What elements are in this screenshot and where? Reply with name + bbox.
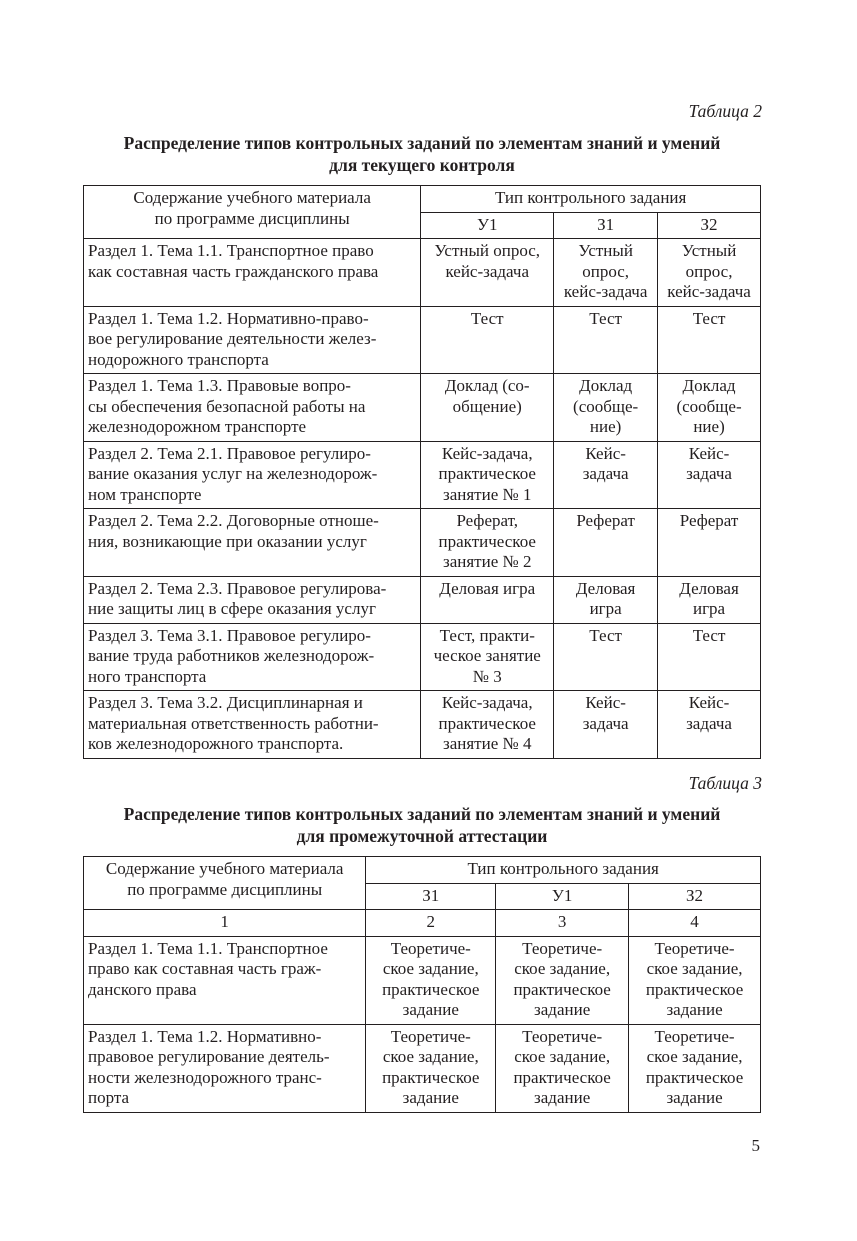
- table-3: [83, 856, 761, 1113]
- task-cell: [658, 374, 761, 442]
- cell-text-line: практическое: [513, 1067, 611, 1087]
- task-cell: [554, 441, 658, 509]
- cell-text-line: ние): [589, 417, 622, 436]
- cell-text-line: порта: [88, 1088, 130, 1107]
- table-2-title: [83, 132, 761, 176]
- cell-text-line: Раздел 3. Тема 3.1. Правовое регулиро-: [88, 625, 371, 645]
- task-type-header-cell: Тип контрольного задания: [366, 857, 761, 884]
- column-header: З1: [554, 212, 658, 239]
- cell-text-line: Тест: [470, 308, 504, 328]
- cell-text-line: материальная ответственность работни-: [88, 713, 379, 733]
- table-row: [84, 623, 761, 691]
- task-cell: [421, 239, 554, 307]
- cell-text-line: ческое занятие: [433, 646, 541, 665]
- cell-text-line: ном транспорте: [88, 484, 202, 504]
- cell-text-line: Теоретиче-: [390, 1026, 471, 1046]
- task-cell: [554, 306, 658, 374]
- table-row: [84, 509, 761, 577]
- cell-text-line: задача: [686, 713, 732, 733]
- cell-text-line: занятие № 1: [443, 484, 532, 504]
- cell-text-line: Раздел 1. Тема 1.2. Нормативно-: [88, 1026, 322, 1046]
- cell-text-line: Теоретиче-: [522, 1026, 603, 1046]
- header-text: по программе дисциплины: [154, 208, 350, 228]
- cell-text-line: вание оказания услуг на железнодорож-: [88, 464, 378, 483]
- cell-text-line: задача: [686, 464, 732, 483]
- cell-text-line: ское задание,: [514, 959, 611, 978]
- section-cell: [84, 441, 421, 509]
- table-row: [84, 936, 761, 1024]
- cell-text-line: Доклад: [579, 376, 633, 395]
- cell-text-line: ного транспорта: [88, 666, 207, 686]
- task-cell: [421, 691, 554, 759]
- header-text: по программе дисциплины: [127, 879, 323, 899]
- cell-text-line: ние защиты лиц в сфере оказания услуг: [88, 599, 376, 618]
- cell-text-line: практическое: [645, 1067, 744, 1087]
- cell-text-line: опрос,: [685, 261, 733, 281]
- task-cell: [421, 441, 554, 509]
- cell-text-line: Раздел 3. Тема 3.2. Дисциплинарная и: [88, 693, 363, 712]
- table-header-row: [84, 186, 761, 213]
- task-cell: [629, 936, 761, 1024]
- cell-text-line: ние): [693, 417, 725, 436]
- cell-text-line: Раздел 2. Тема 2.1. Правовое регулиро-: [88, 443, 371, 463]
- cell-text-line: Устный: [578, 241, 633, 260]
- cell-text-line: кейс-задача: [667, 282, 751, 301]
- cell-text-line: Кейс-задача,: [441, 693, 533, 712]
- cell-text-line: Теоретиче-: [654, 1026, 735, 1046]
- table-row: [84, 306, 761, 374]
- content-header-cell: [84, 857, 366, 910]
- cell-text-line: ков железнодорожного транспорта.: [88, 734, 344, 753]
- cell-text-line: Реферат: [679, 511, 739, 530]
- table-row: [84, 239, 761, 307]
- cell-text-line: как составная часть гражданского права: [88, 261, 379, 281]
- cell-text-line: Реферат,: [456, 511, 519, 530]
- cell-text-line: Деловая: [575, 578, 636, 598]
- cell-text-line: ское задание,: [382, 959, 479, 978]
- task-cell: [554, 623, 658, 691]
- table-3-title-line: Распределение типов контрольных заданий по элементам знаний и умений: [123, 804, 721, 824]
- cell-text-line: занятие № 4: [443, 734, 532, 753]
- cell-text-line: задача: [582, 713, 629, 733]
- cell-text-line: ское задание,: [646, 959, 743, 978]
- cell-text-line: задание: [534, 1088, 591, 1107]
- table-header-row: [84, 857, 761, 884]
- section-cell: [84, 239, 421, 307]
- cell-text-line: нодорожного транспорта: [88, 349, 269, 369]
- task-cell: [554, 374, 658, 442]
- cell-text-line: ское задание,: [646, 1047, 743, 1066]
- cell-text-line: практическое: [645, 979, 744, 999]
- section-cell: [84, 623, 421, 691]
- task-cell: [421, 509, 554, 577]
- cell-text-line: занятие № 2: [443, 552, 532, 571]
- cell-text-line: Раздел 1. Тема 1.3. Правовые вопро-: [88, 376, 351, 395]
- table-3-title: [83, 803, 761, 847]
- cell-text-line: данского права: [88, 979, 197, 999]
- column-number-row: [84, 910, 761, 937]
- task-cell: [366, 1024, 496, 1112]
- section-cell: [84, 374, 421, 442]
- page-number: 5: [751, 1136, 760, 1155]
- column-header: З1: [366, 883, 496, 910]
- task-cell: [421, 306, 554, 374]
- cell-text-line: Тест: [692, 308, 726, 328]
- cell-text-line: задача: [582, 464, 629, 483]
- cell-text-line: Тест: [692, 625, 726, 645]
- section-cell: [84, 936, 366, 1024]
- cell-text-line: Устный опрос,: [434, 241, 541, 260]
- task-cell: [629, 1024, 761, 1112]
- cell-text-line: Тест: [589, 625, 622, 645]
- cell-text-line: Кейс-: [585, 443, 626, 463]
- cell-text-line: Раздел 2. Тема 2.3. Правовое регулирова-: [88, 578, 387, 598]
- task-cell: [658, 239, 761, 307]
- table-2-title-line: Распределение типов контрольных заданий по элементам знаний и умений: [123, 133, 721, 153]
- cell-text-line: общение): [452, 396, 522, 416]
- cell-text-line: задание: [534, 1000, 591, 1019]
- cell-text-line: Теоретиче-: [522, 938, 603, 958]
- header-text: Содержание учебного материала: [105, 859, 344, 878]
- cell-text-line: Деловая: [679, 578, 739, 598]
- cell-text-line: Доклад: [682, 376, 736, 395]
- content-header-cell: [84, 186, 421, 239]
- cell-text-line: ности железнодорожного транс-: [88, 1067, 322, 1087]
- task-cell: [554, 239, 658, 307]
- cell-text-line: Теоретиче-: [390, 938, 471, 958]
- column-header: У1: [496, 883, 629, 910]
- column-number: 1: [84, 910, 366, 937]
- cell-text-line: Раздел 1. Тема 1.1. Транспортное: [88, 938, 328, 958]
- cell-text-line: ния, возникающие при оказании услуг: [88, 531, 367, 551]
- task-cell: [554, 509, 658, 577]
- cell-text-line: Кейс-задача,: [441, 443, 533, 463]
- cell-text-line: задание: [402, 1000, 459, 1019]
- cell-text-line: вое регулирование деятельности желез-: [88, 329, 377, 348]
- cell-text-line: опрос,: [582, 261, 630, 281]
- cell-text-line: ское задание,: [514, 1047, 611, 1066]
- task-cell: [554, 691, 658, 759]
- task-cell: [421, 623, 554, 691]
- task-cell: [366, 936, 496, 1024]
- task-cell: [421, 576, 554, 623]
- task-cell: [554, 576, 658, 623]
- header-text: Содержание учебного материала: [133, 188, 371, 207]
- section-cell: [84, 691, 421, 759]
- cell-text-line: задание: [666, 1000, 723, 1019]
- section-cell: [84, 306, 421, 374]
- cell-text-line: Раздел 1. Тема 1.2. Нормативно-право-: [88, 308, 369, 328]
- column-header: У1: [421, 212, 554, 239]
- cell-text-line: игра: [589, 599, 622, 618]
- column-number: 4: [629, 910, 761, 937]
- task-type-header-cell: Тип контрольного задания: [421, 186, 761, 213]
- cell-text-line: практическое: [438, 713, 536, 733]
- cell-text-line: Устный: [681, 241, 737, 260]
- task-cell: [421, 374, 554, 442]
- cell-text-line: Кейс-: [688, 443, 730, 463]
- cell-text-line: Кейс-: [688, 693, 730, 712]
- section-cell: [84, 1024, 366, 1112]
- column-number: 2: [366, 910, 496, 937]
- column-header: З2: [658, 212, 761, 239]
- table-3-title-line: для промежуточной аттестации: [296, 826, 548, 846]
- cell-text-line: ское задание,: [382, 1047, 479, 1066]
- cell-text-line: Раздел 1. Тема 1.1. Транспортное право: [88, 241, 374, 260]
- table-2: [83, 185, 761, 759]
- cell-text-line: Раздел 2. Тема 2.2. Договорные отноше-: [88, 511, 379, 530]
- task-cell: [658, 441, 761, 509]
- cell-text-line: право как составная часть граж-: [88, 959, 322, 978]
- cell-text-line: задание: [666, 1088, 723, 1107]
- cell-text-line: (сообще-: [676, 396, 742, 416]
- table-row: [84, 374, 761, 442]
- task-cell: [658, 509, 761, 577]
- cell-text-line: игра: [692, 599, 726, 618]
- cell-text-line: вание труда работников железнодорож-: [88, 646, 375, 665]
- task-cell: [496, 1024, 629, 1112]
- cell-text-line: практическое: [438, 531, 536, 551]
- task-cell: [658, 691, 761, 759]
- cell-text-line: практическое: [382, 1067, 480, 1087]
- task-cell: [658, 623, 761, 691]
- section-cell: [84, 509, 421, 577]
- table-row: [84, 441, 761, 509]
- cell-text-line: задание: [402, 1088, 459, 1107]
- table-row: [84, 691, 761, 759]
- cell-text-line: Тест: [589, 308, 622, 328]
- cell-text-line: железнодорожном транспорте: [88, 417, 307, 436]
- cell-text-line: практическое: [382, 979, 480, 999]
- cell-text-line: Доклад (со-: [444, 376, 530, 395]
- cell-text-line: практическое: [438, 464, 536, 483]
- cell-text-line: Теоретиче-: [654, 938, 735, 958]
- column-header: З2: [629, 883, 761, 910]
- column-number: 3: [496, 910, 629, 937]
- cell-text-line: № 3: [472, 666, 502, 686]
- cell-text-line: Деловая игра: [439, 578, 536, 598]
- cell-text-line: сы обеспечения безопасной работы на: [88, 396, 366, 416]
- table-2-caption: Таблица 2: [688, 101, 762, 121]
- cell-text-line: (сообще-: [573, 396, 639, 416]
- task-cell: [496, 936, 629, 1024]
- cell-text-line: Реферат: [576, 511, 635, 530]
- table-row: [84, 1024, 761, 1112]
- cell-text-line: Кейс-: [585, 693, 626, 712]
- table-2-title-line: для текущего контроля: [329, 155, 515, 175]
- cell-text-line: практическое: [513, 979, 611, 999]
- task-cell: [658, 306, 761, 374]
- cell-text-line: правовое регулирование деятель-: [88, 1047, 330, 1066]
- section-cell: [84, 576, 421, 623]
- cell-text-line: Тест, практи-: [439, 625, 535, 645]
- cell-text-line: кейс-задача: [445, 261, 530, 281]
- table-row: [84, 576, 761, 623]
- cell-text-line: кейс-задача: [563, 282, 648, 301]
- task-cell: [658, 576, 761, 623]
- table-3-caption: Таблица 3: [688, 773, 762, 793]
